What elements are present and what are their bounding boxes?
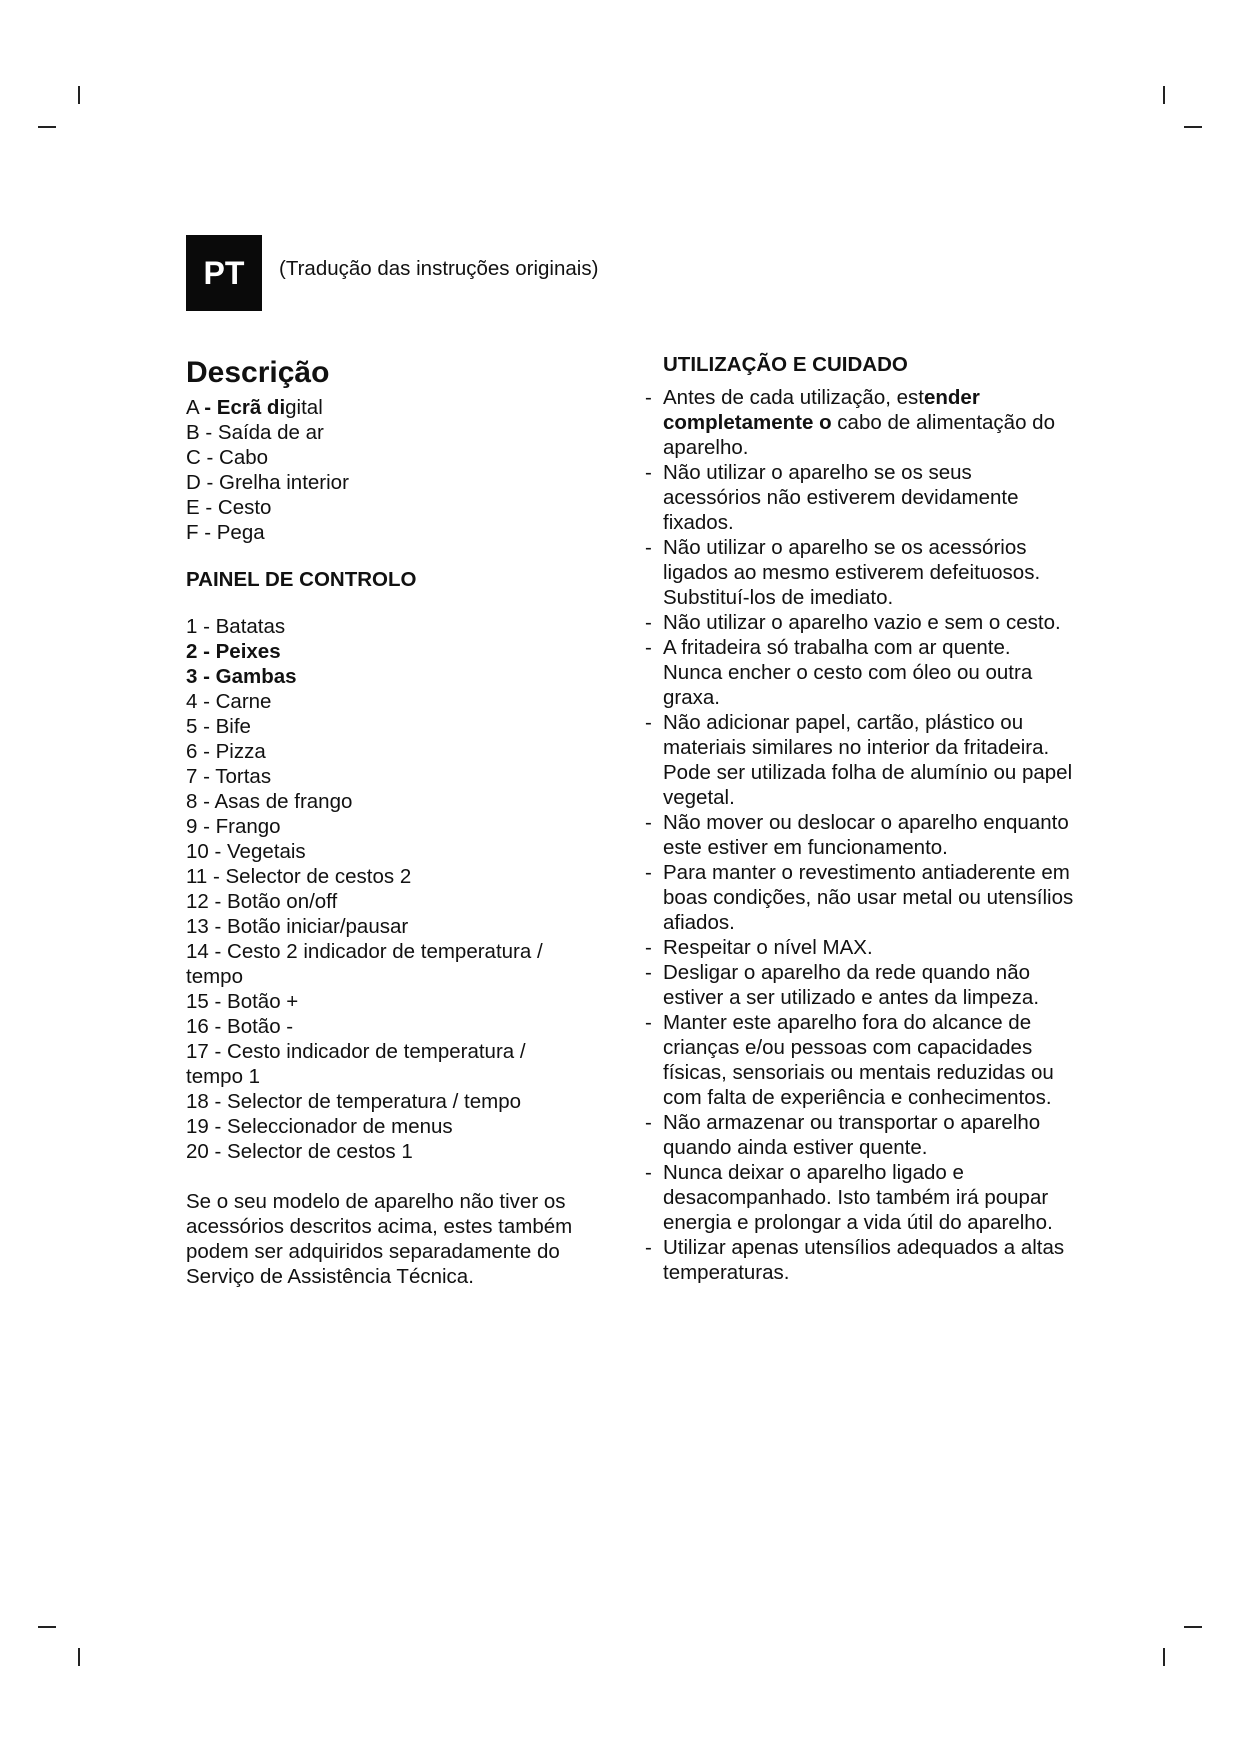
list-item: [186, 1139, 626, 1164]
bullet-dash: -: [645, 611, 652, 634]
crop-mark: [1184, 126, 1202, 128]
usage-item: [645, 1235, 1075, 1285]
bullet-dash: -: [645, 1236, 652, 1259]
text-segment: Não armazenar ou transportar o aparelho quando ainda estiver quente.: [663, 1111, 1041, 1159]
list-item: [186, 614, 626, 639]
text-segment: E - Cesto: [186, 496, 272, 519]
text-segment: F - Pega: [186, 521, 265, 544]
list-item: [186, 814, 626, 839]
text-segment: gital: [285, 396, 323, 419]
usage-item: [645, 960, 1075, 1010]
list-item: [186, 1039, 626, 1064]
list-item: [186, 520, 626, 545]
control-panel-list: [186, 614, 626, 1164]
bullet-dash: -: [645, 1161, 652, 1184]
text-segment: 17 - Cesto indicador de temperatura /: [186, 1040, 526, 1063]
list-item: [186, 939, 626, 964]
text-segment: 3 - Gambas: [186, 665, 297, 688]
text-segment: Não utilizar o aparelho se os seus acessórios não estiverem devidamente fixados.: [663, 461, 1019, 534]
usage-item: [645, 385, 1075, 460]
list-item: [186, 639, 626, 664]
accessories-note: Se o seu modelo de aparelho não tiver os acessórios descritos acima, estes também podem ser adquiridos separadamente do Serviço de Assistência Técnica.: [186, 1190, 573, 1288]
text-segment: 14 - Cesto 2 indicador de temperatura /: [186, 940, 543, 963]
text-segment: D - Grelha interior: [186, 471, 349, 494]
translation-note: (Tradução das instruções originais): [279, 257, 599, 280]
text-segment: Antes de cada utilização, est: [663, 386, 924, 409]
text-segment: 13 - Botão iniciar/pausar: [186, 915, 409, 938]
text-segment: 5 - Bife: [186, 715, 251, 738]
text-segment: ender completamente o: [663, 386, 980, 434]
language-badge: PT: [186, 235, 262, 311]
list-item: [186, 689, 626, 714]
right-column: [645, 352, 1075, 1285]
text-segment: 1 - Batatas: [186, 615, 286, 638]
text-segment: cabo de alimentação do aparelho.: [663, 411, 1055, 459]
text-segment: Utilizar apenas utensílios adequados a altas temperaturas.: [663, 1236, 1065, 1284]
crop-mark: [78, 1648, 80, 1666]
text-segment: 12 - Botão on/off: [186, 890, 338, 913]
control-panel-title: PAINEL DE CONTROLO: [186, 568, 417, 591]
text-segment: - Ecrã di: [204, 396, 286, 419]
crop-mark: [78, 86, 80, 104]
text-segment: 11 - Selector de cestos 2: [186, 865, 412, 888]
text-segment: 10 - Vegetais: [186, 840, 306, 863]
text-segment: A fritadeira só trabalha com ar quente. Nunca encher o cesto com óleo ou outra graxa.: [663, 636, 1033, 709]
text-segment: 15 - Botão +: [186, 990, 299, 1013]
text-segment: tempo 1: [186, 1065, 261, 1088]
crop-mark: [1184, 1626, 1202, 1628]
list-item: [186, 445, 626, 470]
list-item: [186, 664, 626, 689]
usage-item: [645, 1110, 1075, 1160]
text-segment: Não adicionar papel, cartão, plástico ou materiais similares no interior da fritadeira. Pode ser utilizada folha de alumínio ou papel vegetal.: [663, 711, 1073, 809]
text-segment: 20 - Selector de cestos 1: [186, 1140, 413, 1163]
list-item: [186, 420, 626, 445]
text-segment: Manter este aparelho fora do alcance de crianças e/ou pessoas com capacidades físicas, sensoriais ou mentais reduzidas ou com falta de experiência e conhecimentos.: [663, 1011, 1054, 1109]
text-segment: 6 - Pizza: [186, 740, 266, 763]
crop-mark: [38, 1626, 56, 1628]
text-segment: 16 - Botão -: [186, 1015, 294, 1038]
list-item: [186, 889, 626, 914]
usage-list: [645, 385, 1075, 1285]
crop-mark: [1163, 86, 1165, 104]
list-item: [186, 1089, 626, 1114]
text-segment: Não utilizar o aparelho se os acessórios ligados ao mesmo estiverem defeituosos. Substituí-los de imediato.: [663, 536, 1041, 609]
text-segment: Para manter o revestimento antiaderente em boas condições, não usar metal ou utensílios afiados.: [663, 861, 1074, 934]
text-segment: Desligar o aparelho da rede quando não estiver a ser utilizado e antes da limpeza.: [663, 961, 1040, 1009]
text-segment: 4 - Carne: [186, 690, 272, 713]
text-segment: C - Cabo: [186, 446, 269, 469]
list-item: [186, 714, 626, 739]
list-item: [186, 764, 626, 789]
usage-item: [645, 535, 1075, 610]
text-segment: 18 - Selector de temperatura / tempo: [186, 1090, 522, 1113]
text-segment: B - Saída de ar: [186, 421, 324, 444]
text-segment: Respeitar o nível MAX.: [663, 936, 873, 959]
bullet-dash: -: [645, 811, 652, 834]
parts-list: [186, 395, 626, 545]
list-item: [186, 914, 626, 939]
usage-item: [645, 810, 1075, 860]
usage-item: [645, 1160, 1075, 1235]
list-item: [186, 989, 626, 1014]
text-segment: Não mover ou deslocar o aparelho enquanto este estiver em funcionamento.: [663, 811, 1069, 859]
text-segment: Nunca deixar o aparelho ligado e desacompanhado. Isto também irá poupar energia e prolongar a vida útil do aparelho.: [663, 1161, 1053, 1234]
list-item: [186, 964, 626, 989]
list-item: [186, 739, 626, 764]
usage-item: [645, 1010, 1075, 1110]
usage-item: [645, 610, 1075, 635]
usage-item: [645, 710, 1075, 810]
text-segment: 2 - Peixes: [186, 640, 281, 663]
usage-item: [645, 860, 1075, 935]
list-item: [186, 1114, 626, 1139]
bullet-dash: -: [645, 461, 652, 484]
list-item: [186, 864, 626, 889]
list-item: [186, 789, 626, 814]
bullet-dash: -: [645, 861, 652, 884]
bullet-dash: -: [645, 936, 652, 959]
list-item: [186, 1064, 626, 1089]
list-item: [186, 495, 626, 520]
crop-mark: [1163, 1648, 1165, 1666]
text-segment: 9 - Frango: [186, 815, 281, 838]
left-column: [186, 355, 626, 1289]
text-segment: A: [186, 396, 205, 419]
text-segment: 7 - Tortas: [186, 765, 272, 788]
list-item: [186, 470, 626, 495]
usage-item: [645, 935, 1075, 960]
bullet-dash: -: [645, 711, 652, 734]
list-item: [186, 395, 626, 420]
bullet-dash: -: [645, 536, 652, 559]
usage-title: UTILIZAÇÃO E CUIDADO: [663, 353, 908, 376]
bullet-dash: -: [645, 386, 652, 409]
crop-mark: [38, 126, 56, 128]
bullet-dash: -: [645, 1011, 652, 1034]
text-segment: 19 - Seleccionador de menus: [186, 1115, 453, 1138]
bullet-dash: -: [645, 961, 652, 984]
bullet-dash: -: [645, 636, 652, 659]
usage-item: [645, 635, 1075, 710]
list-item: [186, 839, 626, 864]
description-title: Descrição: [186, 356, 330, 389]
text-segment: Não utilizar o aparelho vazio e sem o cesto.: [663, 611, 1061, 634]
bullet-dash: -: [645, 1111, 652, 1134]
text-segment: 8 - Asas de frango: [186, 790, 353, 813]
text-segment: tempo: [186, 965, 243, 988]
usage-item: [645, 460, 1075, 535]
list-item: [186, 1014, 626, 1039]
